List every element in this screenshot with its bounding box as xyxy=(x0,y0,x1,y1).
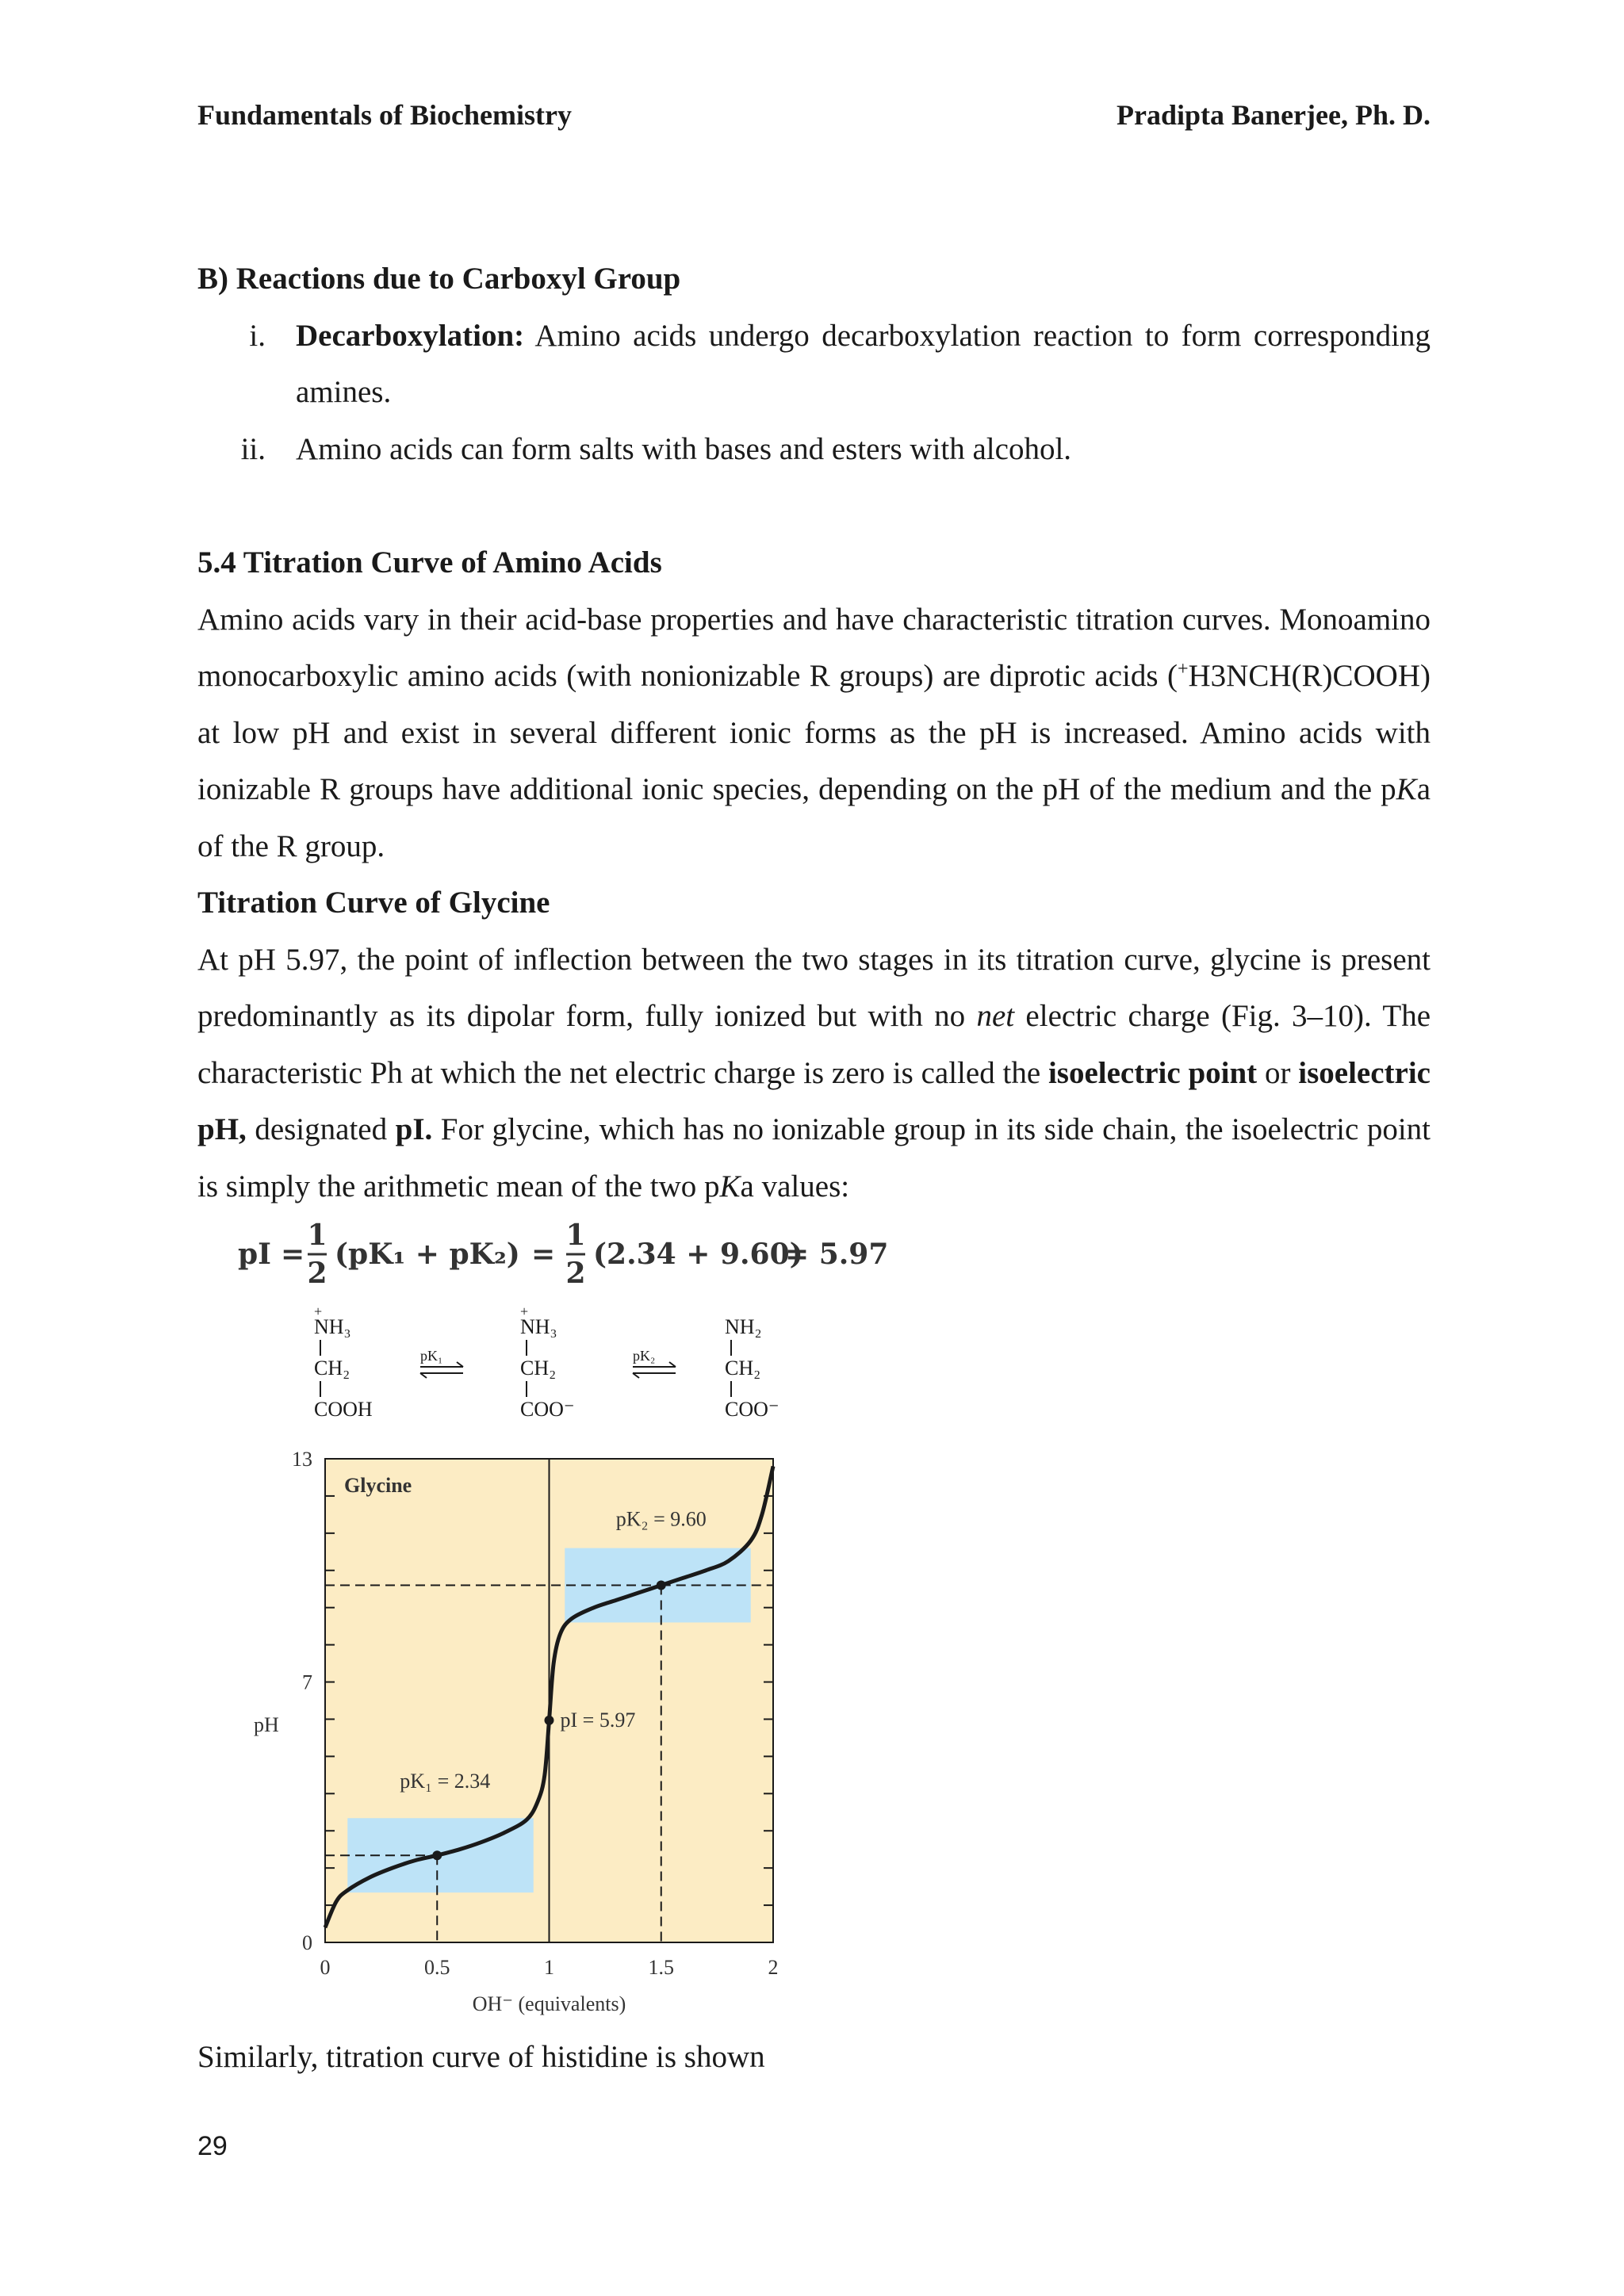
italic-net: net xyxy=(976,999,1015,1033)
list-text: Amino acids can form salts with bases and esters with alcohol. xyxy=(296,431,1072,466)
plus-sign: + xyxy=(314,1303,323,1319)
italic-k: K xyxy=(1396,772,1417,806)
glycine-titration-chart xyxy=(230,1435,801,2022)
list-item xyxy=(197,308,1431,421)
amine-group: NH₃ xyxy=(520,1315,557,1338)
list-text-body: Amino acids undergo decarboxylation reaction to form corresponding amines. xyxy=(296,318,1431,409)
text-run: H3NCH(R)COOH) at low pH and exist in several different ionic forms as the pH is increased. Amino acids with ionizable R groups have additional ionic species, depending on the pH of the medium and the p xyxy=(197,659,1431,806)
text-run: designated xyxy=(246,1112,396,1146)
x-tick-label: 0.5 xyxy=(424,1956,450,1979)
carboxylate-group: COO⁻ xyxy=(520,1398,575,1421)
y-tick-label: 7 xyxy=(302,1670,312,1694)
term-isoelectric-point: isoelectric point xyxy=(1048,1055,1258,1090)
formula-frac-den: 2 xyxy=(565,1257,586,1290)
x-tick-label: 0 xyxy=(320,1956,331,1979)
carboxylate-group: COO⁻ xyxy=(725,1398,779,1421)
arrow-label-pk1: pK₁ xyxy=(420,1348,443,1364)
paragraph-glycine xyxy=(197,932,1431,1215)
list-number: ii. xyxy=(240,431,266,466)
text-run: Amino acids vary in their acid-base properties and have characteristic titration curves. Monoamino monocarboxylic amino acids (with nonionizable R groups) are diprotic acids ( xyxy=(197,602,1431,693)
page-content xyxy=(197,251,1431,1215)
section-54-heading: 5.4 Titration Curve of Amino Acids xyxy=(197,545,662,580)
formula-lhs: pI xyxy=(238,1238,272,1271)
book-title: Fundamentals of Biochemistry xyxy=(197,99,572,131)
text-run: or xyxy=(1257,1055,1299,1090)
methylene-group: CH₂ xyxy=(520,1357,557,1380)
y-tick-label: 13 xyxy=(292,1448,312,1471)
term-decarboxylation: Decarboxylation: xyxy=(296,318,525,353)
term-pi: pI. xyxy=(395,1112,433,1146)
formula-equals: = xyxy=(281,1238,305,1271)
term-isoelectric-ph: isoelectric pH, xyxy=(197,1055,1431,1146)
y-axis-label: pH xyxy=(254,1712,279,1736)
text-run: a values: xyxy=(740,1169,850,1203)
text-run: For glycine, which has no ionizable group in its side chain, the isoelectric point is simply the arithmetic mean of the two p xyxy=(197,1112,1431,1203)
glycine-subheading: Titration Curve of Glycine xyxy=(197,886,550,920)
arrow-label-pk2: pK₂ xyxy=(633,1348,656,1364)
page-number: 29 xyxy=(197,2131,228,2161)
isoelectric-formula xyxy=(230,1213,944,1292)
formula-equals: = xyxy=(531,1238,556,1271)
list-text xyxy=(296,308,1431,421)
chart-title: Glycine xyxy=(344,1474,412,1497)
superscript-plus: + xyxy=(1177,659,1189,679)
methylene-group: CH₂ xyxy=(725,1357,761,1380)
annotation-pi: pI = 5.97 xyxy=(560,1708,636,1732)
formula-mid: (pK₁ + pK₂) xyxy=(335,1238,520,1271)
list-item xyxy=(197,421,1431,478)
x-tick-label: 1 xyxy=(544,1956,554,1979)
paragraph-acid-base xyxy=(197,591,1431,875)
annotation-point xyxy=(545,1716,554,1725)
text-run: At pH 5.97, the point of inflection between the two stages in its titration curve, glycine is present predominantly as its dipolar form, fully ionized but with no xyxy=(197,942,1431,1033)
list-number: i. xyxy=(249,318,266,353)
text-run: electric charge (Fig. 3–10). The characteristic Ph at which the net electric charge is zero is called the xyxy=(197,999,1431,1090)
annotation-pk1: pK₁ = 2.34 xyxy=(400,1770,491,1793)
annotation-pk2: pK₂ = 9.60 xyxy=(615,1507,707,1531)
italic-k: K xyxy=(719,1169,741,1203)
carboxyl-group: COOH xyxy=(314,1398,373,1421)
x-tick-label: 1.5 xyxy=(648,1956,674,1979)
formula-frac-num: 1 xyxy=(565,1219,586,1252)
x-axis-label: OH⁻ (equivalents) xyxy=(472,1992,626,2015)
amine-group: NH₃ xyxy=(314,1315,351,1338)
methylene-group: CH₂ xyxy=(314,1357,350,1380)
formula-result: = 5.97 xyxy=(785,1238,889,1271)
section-b-heading: B) Reactions due to Carboxyl Group xyxy=(197,262,681,296)
annotation-point xyxy=(432,1850,442,1860)
page-header xyxy=(197,98,1431,132)
author-name: Pradipta Banerjee, Ph. D. xyxy=(1116,99,1431,131)
closing-sentence: Similarly, titration curve of histidine is shown xyxy=(197,2040,765,2074)
text-run: a of the R group. xyxy=(197,772,1431,863)
y-tick-label: 0 xyxy=(302,1931,312,1954)
amine-group: NH₂ xyxy=(725,1315,762,1338)
plus-sign: + xyxy=(520,1303,529,1319)
formula-frac-num: 1 xyxy=(307,1219,327,1252)
x-tick-label: 2 xyxy=(768,1956,779,1979)
annotation-point xyxy=(657,1581,666,1590)
formula-frac-den: 2 xyxy=(307,1257,327,1290)
glycine-ionic-forms xyxy=(301,1300,809,1435)
formula-rhs: (2.34 + 9.60) xyxy=(593,1238,803,1271)
spacer xyxy=(197,477,1431,534)
